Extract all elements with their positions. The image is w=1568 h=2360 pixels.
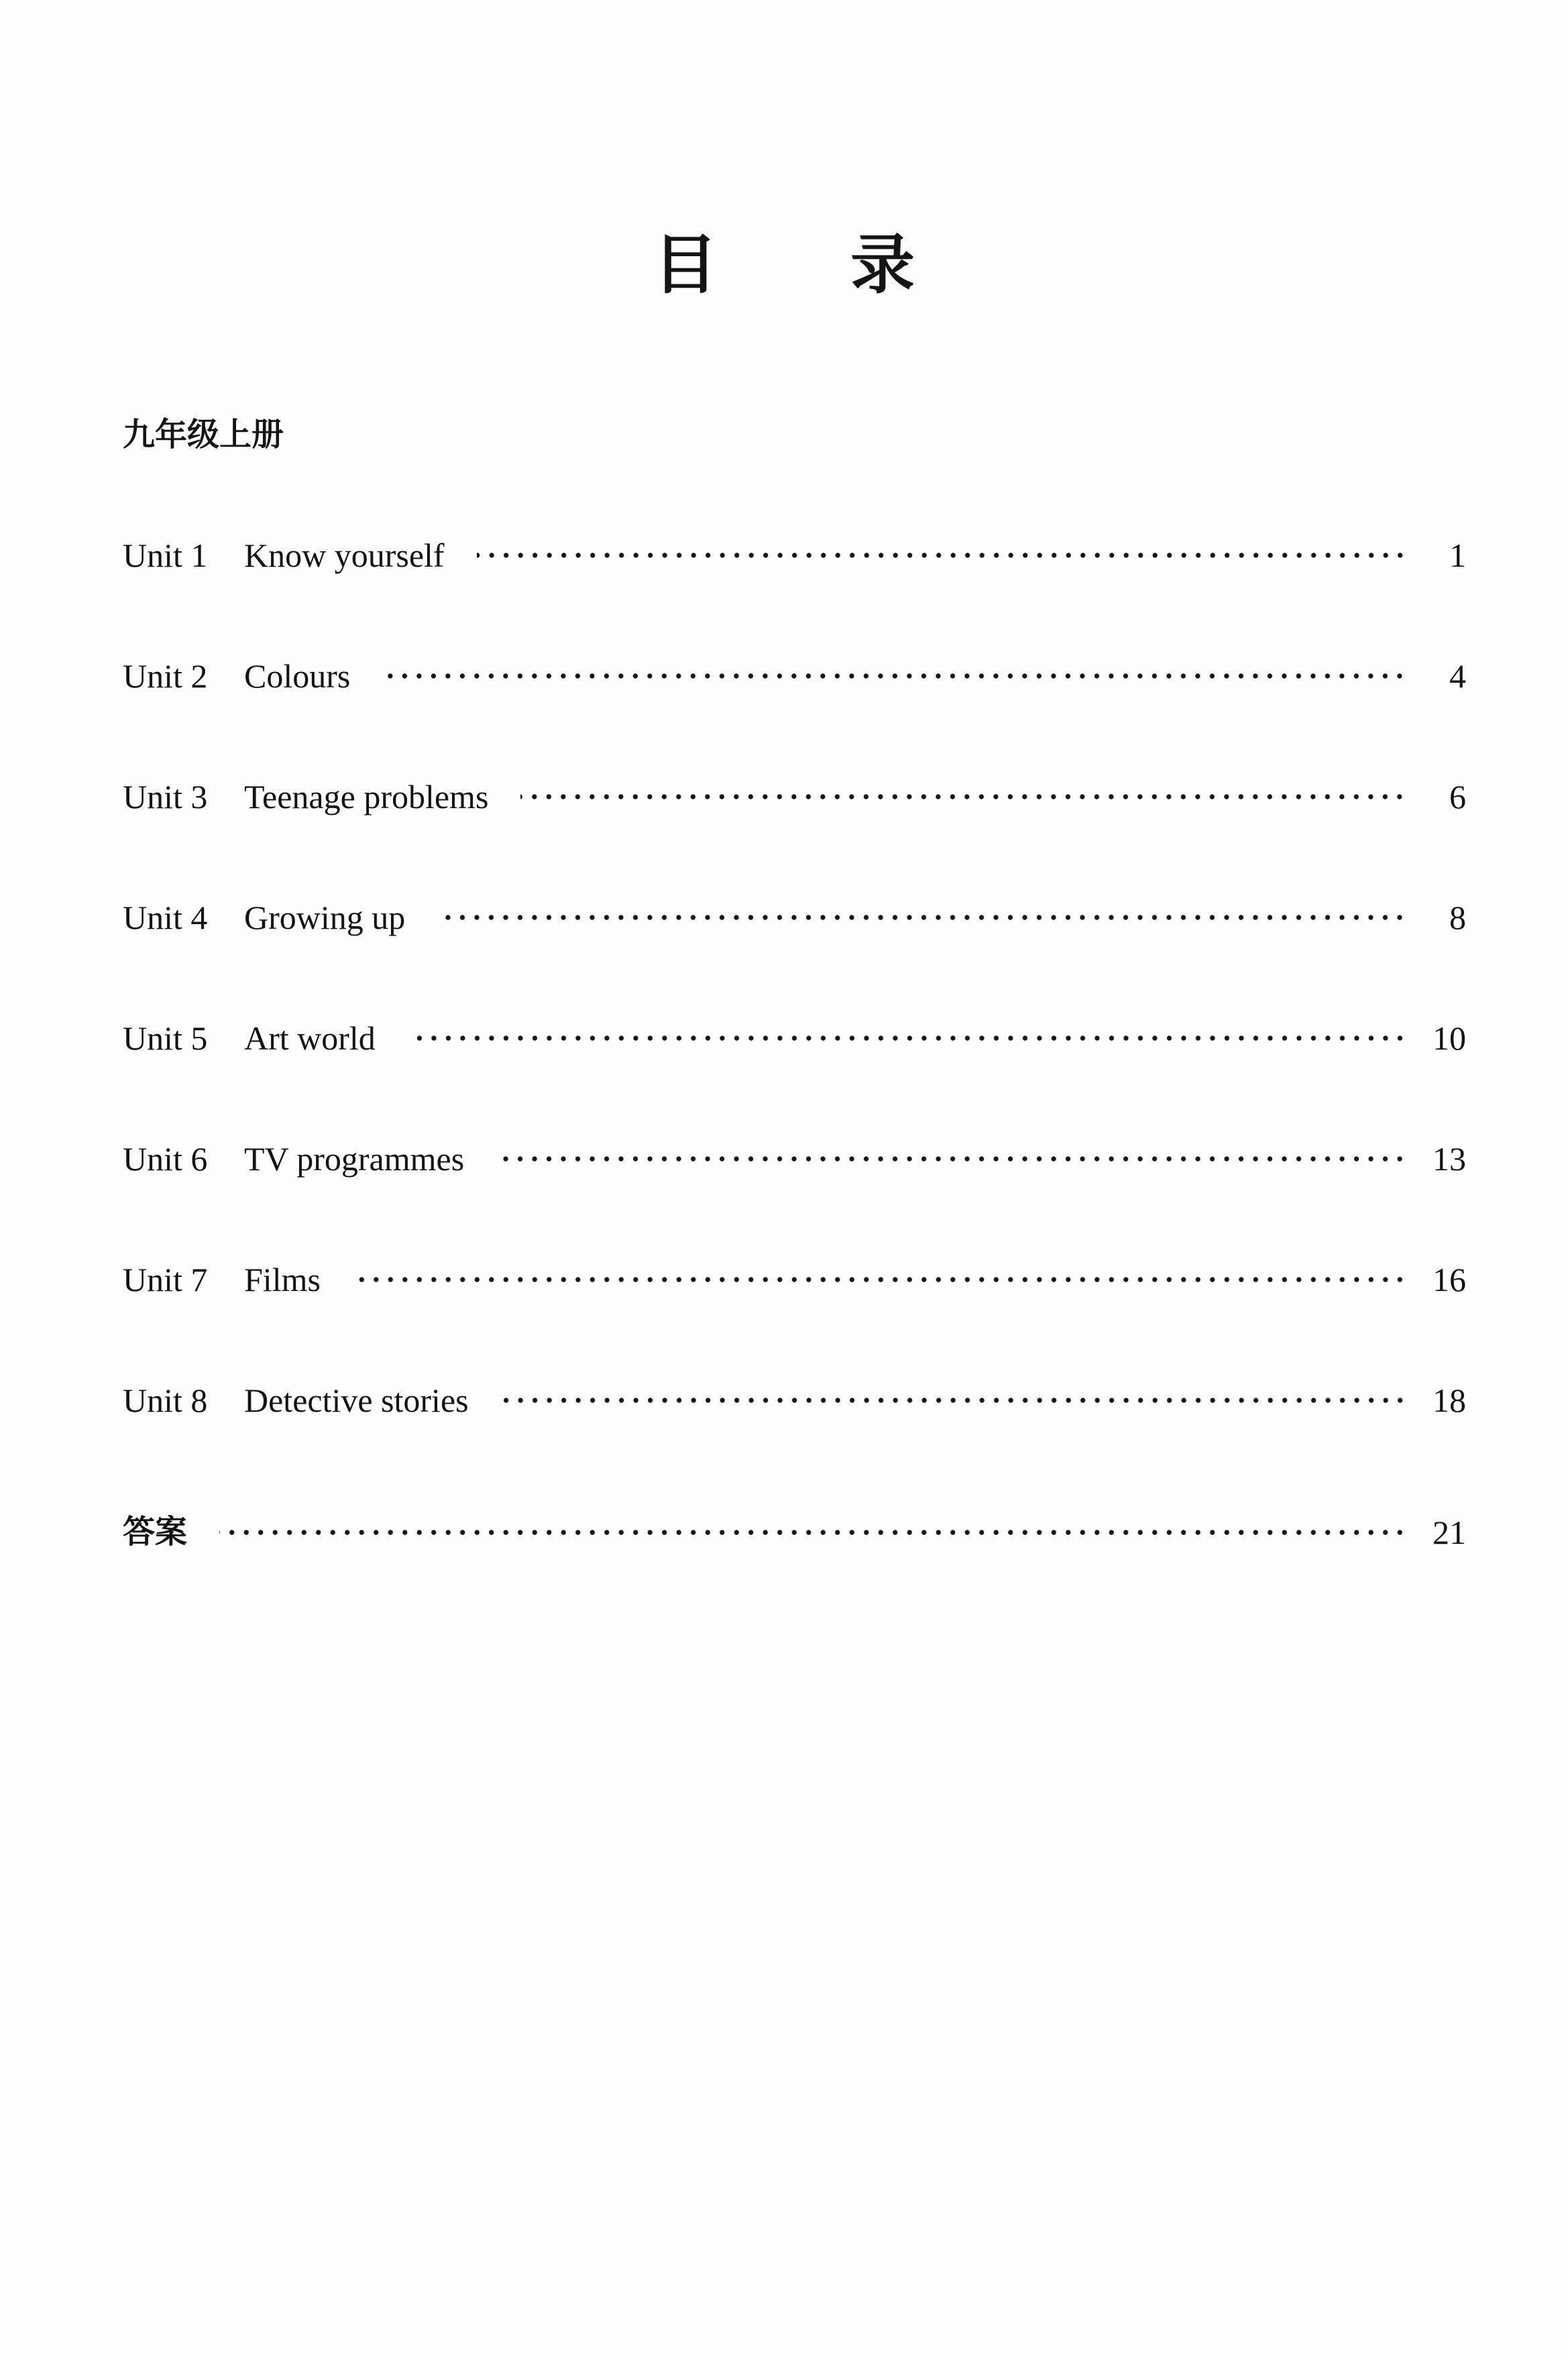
- entry-title: TV programmes: [244, 1140, 465, 1178]
- toc-entry-unit3: [123, 773, 1466, 820]
- unit-label: Unit 2: [123, 657, 208, 695]
- dot-leader: [496, 1135, 1407, 1182]
- entry-title: Growing up: [244, 899, 406, 936]
- unit-label: Unit 4: [123, 899, 208, 936]
- page-title: [0, 229, 1568, 301]
- dot-leader: [408, 1015, 1407, 1062]
- section-header-grade9-volume1: 九年级上册: [123, 417, 284, 453]
- dot-leader: [477, 532, 1407, 579]
- toc-entry-unit4: [123, 894, 1466, 941]
- entry-title: Films: [244, 1261, 321, 1298]
- unit-label: Unit 5: [123, 1019, 208, 1057]
- entry-title: Colours: [244, 657, 351, 695]
- dot-leader: [353, 1256, 1407, 1303]
- dot-leader: [382, 653, 1407, 699]
- toc-entry-unit2: [123, 653, 1466, 699]
- answers-label: 答案: [123, 1514, 188, 1550]
- page-number: 1: [1449, 537, 1466, 574]
- page-number: 13: [1433, 1140, 1466, 1178]
- unit-label: Unit 8: [123, 1382, 208, 1419]
- page-number: 21: [1433, 1514, 1466, 1551]
- toc-entry-unit5: [123, 1015, 1466, 1062]
- page-number: 18: [1433, 1382, 1466, 1419]
- entry-title: Teenage problems: [244, 778, 489, 816]
- toc-entry-unit7: [123, 1256, 1466, 1303]
- unit-label: Unit 1: [123, 537, 208, 574]
- page-title-char-2: 录: [850, 229, 915, 301]
- entry-title: Detective stories: [244, 1382, 469, 1419]
- dot-leader: [219, 1509, 1407, 1556]
- entry-title: Art world: [244, 1019, 376, 1057]
- unit-label: Unit 7: [123, 1261, 208, 1298]
- unit-label: Unit 3: [123, 778, 208, 816]
- dot-leader: [437, 894, 1407, 941]
- toc-entry-unit6: [123, 1135, 1466, 1182]
- page-number: 10: [1433, 1019, 1466, 1057]
- toc-entry-answers: [123, 1509, 1466, 1556]
- page-number: 8: [1449, 899, 1466, 936]
- toc-entry-unit1: [123, 532, 1466, 579]
- entry-title: Know yourself: [244, 537, 445, 574]
- unit-label: Unit 6: [123, 1140, 208, 1178]
- page-number: 16: [1433, 1261, 1466, 1298]
- page-title-char-1: 目: [653, 229, 718, 301]
- page-number: 4: [1449, 657, 1466, 695]
- page-number: 6: [1449, 778, 1466, 816]
- toc-entry-unit8: [123, 1377, 1466, 1424]
- dot-leader: [520, 773, 1407, 820]
- dot-leader: [501, 1377, 1407, 1424]
